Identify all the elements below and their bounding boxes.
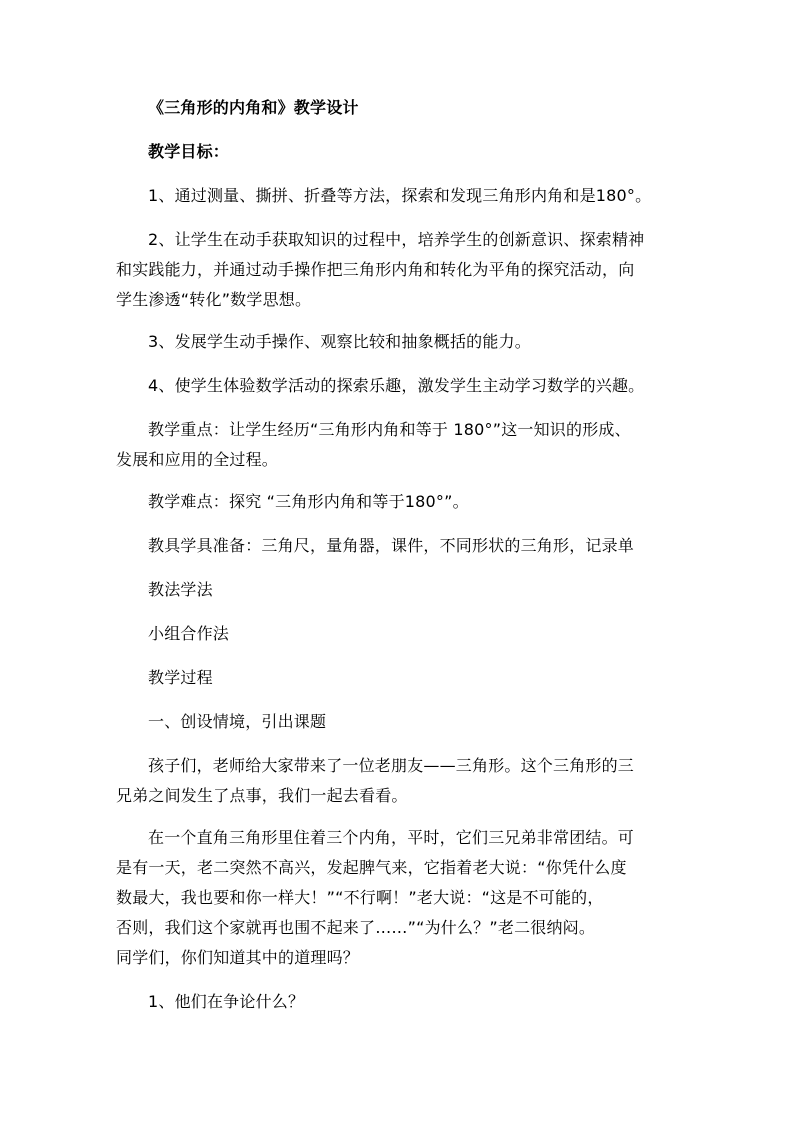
objective-4: 4、使学生体验数学活动的探索乐趣，激发学生主动学习数学的兴趣。 (148, 376, 645, 395)
section-1-heading: 一、创设情境，引出课题 (148, 712, 327, 731)
question-1: 1、他们在争论什么？ (148, 992, 305, 1011)
objective-3: 3、发展学生动手操作、观察比较和抽象概括的能力。 (148, 332, 531, 351)
objective-2-line-3: 学生渗透“转化”数学思想。 (116, 290, 312, 309)
method-heading: 教法学法 (148, 580, 213, 599)
paragraph-1-line-2: 兄弟之间发生了点事，我们一起去看看。 (116, 786, 408, 805)
paragraph-2-line-3: 数最大，我也要和你一样大！”“不行啊！”老大说：“这是不可能的， (116, 888, 604, 907)
paragraph-2-line-4: 否则，我们这个家就再也围不起来了……”“为什么？”老二很纳闷。 (116, 918, 596, 937)
objective-1: 1、通过测量、撕拼、折叠等方法，探索和发现三角形内角和是180°。 (148, 186, 652, 205)
key-point-line-1: 教学重点：让学生经历“三角形内角和等于 180°”这一知识的形成、 (148, 420, 631, 439)
objective-2-line-2: 和实践能力，并通过动手操作把三角形内角和转化为平角的探究活动，向 (116, 260, 635, 279)
paragraph-2-line-5: 同学们，你们知道其中的道理吗？ (116, 948, 360, 967)
paragraph-2-line-1: 在一个直角三角形里住着三个内角，平时，它们三兄弟非常团结。可 (148, 828, 635, 847)
difficulty: 教学难点：探究 “三角形内角和等于180°”。 (148, 492, 469, 511)
key-point-line-2: 发展和应用的全过程。 (116, 450, 279, 469)
paragraph-1-line-1: 孩子们，老师给大家带来了一位老朋友——三角形。这个三角形的三 (148, 756, 635, 775)
document-title: 《三角形的内角和》教学设计 (148, 98, 359, 117)
process-heading: 教学过程 (148, 668, 213, 687)
method: 小组合作法 (148, 624, 230, 643)
materials: 教具学具准备：三角尺，量角器，课件，不同形状的三角形，记录单 (148, 536, 635, 555)
objective-2-line-1: 2、让学生在动手获取知识的过程中，培养学生的创新意识、探索精神 (148, 230, 645, 249)
objectives-heading: 教学目标： (148, 142, 230, 161)
paragraph-2-line-2: 是有一天，老二突然不高兴，发起脾气来，它指着老大说：“你凭什么度 (116, 858, 627, 877)
